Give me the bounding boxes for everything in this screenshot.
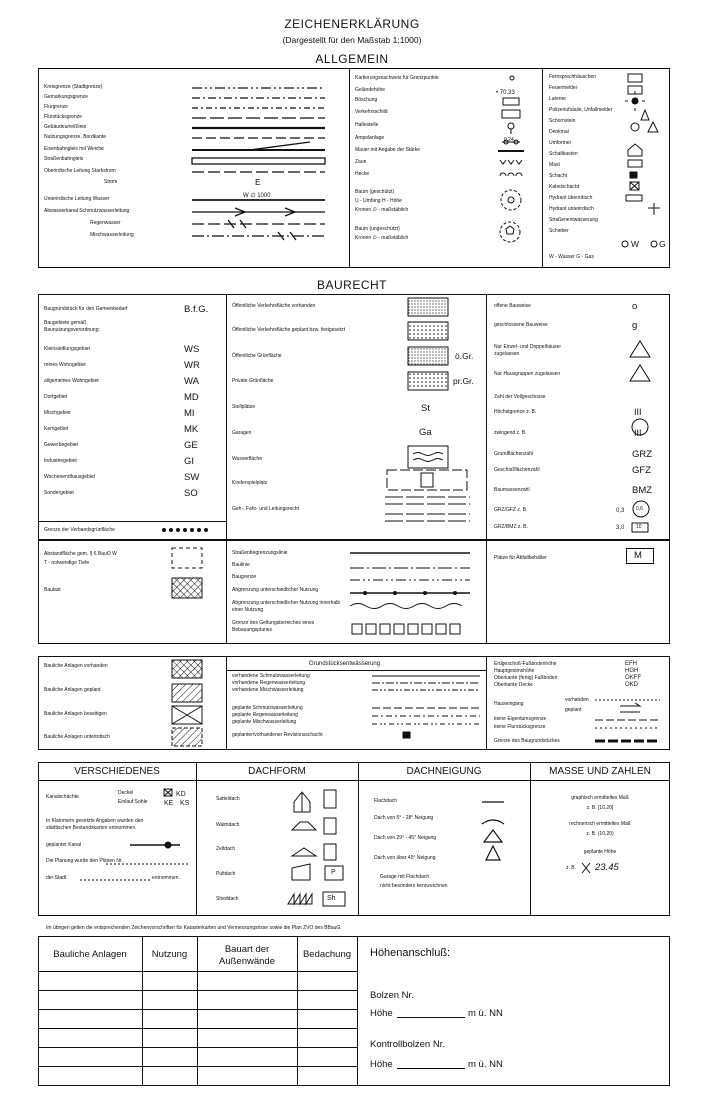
section-title-allgemein: ALLGEMEIN [315, 52, 389, 66]
legend-label: Flurstücksgrenze [44, 114, 83, 120]
deckel: Deckel [118, 790, 134, 796]
legend-label: Abwasserkanal Schmutzwasserleitung [44, 208, 130, 214]
legend-label: Industriegebiet [44, 458, 77, 464]
zone-code: MD [184, 392, 199, 403]
legend-label: Schieber [549, 228, 569, 234]
entwaesserung-title: Grundstücksentwässerung [309, 661, 381, 667]
legend-label: GRZ/BMZ z. B. [494, 524, 528, 530]
legend-label: Öffentliche Verkehrsfläche geplant bzw. festgesetzt [232, 327, 346, 333]
code-kd: KD [176, 791, 186, 798]
hoehe-label-2: Höhe [370, 1059, 393, 1070]
legend-label: Kerngebiet [44, 426, 69, 432]
legend-label: geschlossene Bauweise [494, 322, 548, 328]
bmz-box-value: 10 [636, 524, 642, 530]
legend-label: geplante Mischwasserleitung [232, 719, 297, 725]
abstell-label: Plätze für Abfallbehälter [494, 555, 547, 561]
legend-label: Hauptgesimshöhe [494, 668, 535, 674]
bauweise-code: o [632, 301, 638, 312]
divider [357, 936, 358, 1086]
roof-type-label: Sheddach [216, 896, 239, 902]
zone-code: WR [184, 360, 200, 371]
bauweise-code: III [634, 428, 642, 438]
hoehe-input-2[interactable] [397, 1068, 465, 1069]
legend-label: Flurgrenze [44, 104, 68, 110]
legend-label: Gebäudeumrißlinie [44, 124, 87, 130]
unit-2: m ü. NN [468, 1059, 503, 1070]
legend-label: Stellplätze [232, 404, 256, 410]
abstell-code: M [634, 550, 642, 561]
table-row[interactable] [38, 1047, 357, 1048]
code-sh: Sh [327, 895, 336, 902]
legend-label: Geländehöhe [355, 87, 386, 93]
legend-label: Kinderspielplatz [232, 480, 268, 486]
bauweise-code: BMZ [632, 485, 653, 496]
der-stadt: der Stadt [46, 875, 67, 881]
legend-label: Bauliche Anlagen geplant [44, 687, 101, 693]
zone-code: GI [184, 456, 195, 467]
geplanter-kanal: geplanter Kanal [46, 842, 82, 848]
legend-label: Öffentliche Verkehrsfläche vorhanden [232, 303, 316, 309]
planung-note: Die Planung wurde den Plänen Nr. [46, 858, 123, 864]
legend-label: Abgrenzung unterschiedlicher Nutzung innerhalb einer Nutzung [232, 600, 341, 613]
roof-type-label: Pultdach [216, 871, 236, 877]
legend-label: Zaun [355, 159, 367, 165]
legend-label: Schornstein [549, 118, 576, 124]
legend-label: Ampelanlage [355, 135, 385, 141]
zone-code: MI [184, 408, 195, 419]
legend-label: Umformer [549, 140, 572, 146]
legend-label: vorhandene Regenwasserleitung [232, 680, 306, 686]
bauweise-code: 0,3 [616, 508, 625, 514]
hoehe-label-1: Höhe [370, 1008, 393, 1019]
tree2-line: Baum (ungeschützt) [355, 226, 400, 232]
legend-label: Nur Einzel- und Doppelhäuser zugelassen [494, 344, 561, 357]
legend-label: Baumassenzahl [494, 487, 530, 493]
legend-label: vorhandene Mischwasserleitung [232, 687, 304, 693]
table-row[interactable] [38, 971, 357, 972]
legend-label: geplante Regenwasserleitung [232, 712, 298, 718]
zone-code: GE [184, 440, 198, 451]
legend-label: Haltestelle [355, 122, 379, 128]
height-value: • 70.33 [496, 90, 515, 96]
legend-label: Kabelschacht [549, 184, 580, 190]
masse-title: MASSE UND ZAHLEN [549, 766, 651, 777]
legend-label: Grenze des Baugrundstückes [494, 738, 560, 744]
label-w1000: W ∅ 1000 [243, 193, 271, 199]
code-ks: KS [180, 800, 190, 807]
legend-label: Polizeirufsäule, Unfallmelder [549, 107, 613, 113]
tree1-line: Kronen ∅ - maßstäblich [355, 207, 409, 213]
legend-label: Nutzungsgrenze, Bordkante [44, 134, 106, 140]
verschiedenes-title: VERSCHIEDENES [74, 766, 160, 777]
legend-label: Feuermelder [549, 85, 578, 91]
bauweise-code: 3,0 [616, 525, 625, 531]
legend-label: Oberirdische Leitung Starkstrom [44, 168, 116, 174]
roof-type-label: Satteldach [216, 796, 240, 802]
schieber-legend: W - Wasser G - Gas [549, 254, 594, 260]
legend-label: Eisenbahngleis mit Weiche [44, 146, 104, 152]
schieber-g: G [659, 239, 666, 249]
table-row[interactable] [38, 990, 357, 991]
legend-label: Regenwasser [90, 220, 121, 226]
kanalschaechte: Kanalschächte [46, 794, 79, 800]
legend-label: Bauliche Anlagen vorhanden [44, 663, 108, 669]
oegr-label: ö.Gr. [455, 351, 474, 361]
dach-29-45: Dach von 29° - 45° Neigung [374, 835, 437, 841]
legend-label: Baugrundstück für den Gemeinbedarf [44, 306, 128, 312]
grz-circle-value: 0,6 [636, 506, 643, 512]
height-code: OKFF [625, 675, 641, 681]
legend-label: Dorfgebiet [44, 394, 68, 400]
legend-label: Gemarkungsgrenze [44, 94, 88, 100]
label-e: E [255, 177, 261, 187]
col-bedachung: Bedachung [302, 949, 352, 960]
legend-label: Geh-, Fahr- und Leitungsrecht [232, 506, 299, 512]
roof-type-label: Walmdach [216, 822, 240, 828]
legend-label: Straßenbahngleis [44, 156, 84, 162]
height-code: OKD [625, 682, 639, 688]
legend-label: Garagen [232, 430, 252, 436]
legend-label: reines Wohngebiet [44, 362, 86, 368]
prgr-label: pr.Gr. [453, 376, 474, 386]
divider [197, 936, 198, 1086]
page-subtitle: (Dargestellt für den Maßstab 1:1000) [282, 35, 422, 45]
st-label: St [421, 403, 430, 414]
bauweise-code: GRZ [632, 449, 653, 460]
legend-label: Bauliche Anlagen beseitigen [44, 711, 107, 717]
legend-label: Öffentliche Grünfläche [232, 353, 282, 359]
legend-label: Mischgebiet [44, 410, 71, 416]
legend-label: Gewerbegebiet [44, 442, 78, 448]
kontrollbolzen-label: Kontrollbolzen Nr. [370, 1039, 445, 1050]
verbands-label: Grenze der Verbandsgrünfläche [44, 527, 115, 533]
col-bauliche-anlagen: Bauliche Anlagen [53, 949, 127, 960]
legend-label: allgemeines Wohngebiet [44, 378, 99, 384]
legend-label: offene Bauweise [494, 303, 531, 309]
tree1-line: U - Umfang H - Höhe [355, 198, 402, 204]
legend-label: Baugrenze [232, 574, 257, 580]
legend-label: Grundflächenzahl [494, 451, 534, 457]
section-title-baurecht: BAURECHT [316, 278, 387, 292]
dach-45: Dach von über 45° Neigung [374, 855, 436, 861]
col-bauart: Bauart der Außenwände [219, 944, 275, 967]
legend-label: Kleinsiedlungsgebiet [44, 346, 90, 352]
hoehe-value: 23.45 [595, 862, 619, 873]
code-p: P [331, 869, 336, 876]
legend-label: Private Grünfläche [232, 378, 274, 384]
legend-label: Mischwasserleitung [90, 232, 134, 238]
legend-label: Schacht [549, 173, 568, 179]
entnommen: entnommen. [152, 875, 180, 881]
legend-label: Höchstgrenze z. B. [494, 409, 537, 415]
page-title: ZEICHENERKLÄRUNG [284, 17, 420, 31]
hoehe-input-1[interactable] [397, 1017, 465, 1018]
legend-label: Wochenendhausgebiet [44, 474, 96, 480]
klammer-note: In Klammern gesetzte Angaben wurden den städtischen Bestandskarten entnommen. [46, 818, 144, 831]
unit-1: m ü. NN [468, 1008, 503, 1019]
legend-label: Oberkante (fertig) Fußboden [494, 675, 558, 681]
legend-label: Unterirdische Leitung Wasser [44, 196, 110, 202]
nicht-kennzeichnen: nicht besonders kennzeichnen [380, 883, 448, 889]
legend-label: Erdgeschoß-Fußbodenhöhe [494, 661, 557, 667]
legend-label: Denkmal [549, 129, 569, 135]
legend-label: Verkehrsschild [355, 109, 388, 115]
zone-code: MK [184, 424, 199, 435]
legend-label: Bauliche Anlagen unterirdisch [44, 734, 110, 740]
legend-label: Hauseingang [494, 701, 524, 707]
legend-label: Grenze des Geltungsbereiches eines Bebauungsplanes [232, 620, 315, 633]
wall-value: 0,24 [504, 137, 514, 143]
legend-label: Geschoßflächenzahl [494, 467, 540, 473]
tree2-line: Kronen ∅ - maßstäblich [355, 235, 409, 241]
ga-label: Ga [419, 427, 432, 438]
legend-label: Zahl der Vollgeschosse [494, 394, 546, 400]
legend-label: geplanter/vorhandener Revisionsschacht [232, 732, 323, 738]
legend-label: Nur Hausgruppen zugelassen [494, 371, 561, 377]
legend-label: Mast [549, 162, 560, 168]
legend-label: Kreisgrenze (Stadtgrenze) [44, 84, 103, 90]
graphisch: graphisch ermitteltes Maß [571, 795, 629, 801]
bauweise-code: g [632, 320, 638, 331]
legend-label: Baulinie [232, 562, 250, 568]
legend-label: Strom [104, 179, 118, 185]
bauweise-code: III [634, 407, 642, 417]
legend-label: geplante Schmutzwasserleitung [232, 705, 303, 711]
abstand-label-2: T - notwendige Tiefe [44, 560, 90, 566]
dachneigung-title: DACHNEIGUNG [406, 766, 482, 777]
flachdach: Flachdach [374, 798, 398, 804]
hoehenanschluss-label: Höhenanschluß: [370, 947, 451, 959]
schieber-w: W [631, 239, 640, 249]
col-nutzung: Nutzung [151, 949, 188, 960]
legend-label: Kartierungsnachweis für Grenzpunkte [355, 75, 439, 81]
legend-label: Hecke [355, 171, 370, 177]
geplante-hoehe: geplante Höhe [583, 849, 617, 855]
rechnerisch-example: z. B. (10,20) [586, 831, 614, 837]
legend-label: vorhandene Schmutzwasserleitung [232, 673, 310, 679]
height-code: HGH [625, 668, 639, 674]
legend-label: zwingend z. B. [494, 430, 527, 436]
legend-label: Mauer mit Angabe der Stärke [355, 147, 421, 153]
legend-label: Fernsprechhäuschen [549, 74, 596, 80]
rechnerisch: rechnerisch ermitteltes Maß [569, 821, 631, 827]
zone-code: B.f.G. [184, 304, 209, 315]
legend-label: keine Eigentumsgrenze [494, 716, 547, 722]
dachform-title: DACHFORM [248, 766, 306, 777]
legend-label: Straßenentwässerung [549, 217, 598, 223]
zone-code: WS [184, 344, 200, 355]
zone-code: WA [184, 376, 199, 387]
table-row[interactable] [38, 1009, 357, 1010]
dach-5-28: Dach von 5° - 28° Neigung [374, 815, 434, 821]
legend-label: Sondergebiet [44, 490, 74, 496]
legend-label: Abgrenzung unterschiedlicher Nutzung [232, 587, 319, 593]
legend-label: GRZ/GFZ z. B. [494, 507, 528, 513]
tree1-line: Baum (geschützt) [355, 189, 395, 195]
garage-flachdach: Garage mit Flachdach [380, 874, 430, 880]
legend-label: geplant [565, 707, 582, 713]
graphisch-example: z. B. [10,20] [586, 805, 614, 811]
einlauf-sohle: Einlauf Sohle [118, 799, 148, 805]
code-ke: KE [164, 800, 174, 807]
bauweise-code: GFZ [632, 465, 651, 476]
legend-label: Straßenbegrenzungslinie [232, 550, 288, 556]
zb-label: z. B. [566, 865, 577, 871]
baulast-label: Baulast [44, 587, 61, 593]
legend-label: Hydrant unterirdisch [549, 206, 594, 212]
table-row[interactable] [38, 1028, 357, 1029]
legend-label: vorhanden [565, 697, 589, 703]
legend-label: Böschung [355, 97, 378, 103]
abstand-label: Abstandfläche gem. § 6 BauO W [44, 551, 117, 557]
legend-label: Baugebiete gemäß Baunutzungsverordnung: [44, 320, 100, 333]
bolzen-label: Bolzen Nr. [370, 990, 414, 1001]
zone-code: SW [184, 472, 200, 483]
legend-label: Hydrant überirdisch [549, 195, 593, 201]
zone-code: SO [184, 488, 198, 499]
legend-label: Schaltkasten [549, 151, 578, 157]
footer-note: Im übrigen gelten die entsprechenden Zeichenvorschriften für Katasterkarten und Vermessungsrisse sowie die Plan ZVO des BBauG. [46, 925, 342, 931]
legend-label: keine Flurstücksgrenze [494, 724, 546, 730]
height-code: EFH [625, 661, 637, 667]
legend-label: Oberkante Decke [494, 682, 533, 688]
roof-type-label: Zeltdach [216, 846, 236, 852]
legend-label: Wasserfläche [232, 456, 263, 462]
legend-label: Laterne [549, 96, 566, 102]
table-row[interactable] [38, 1066, 357, 1067]
